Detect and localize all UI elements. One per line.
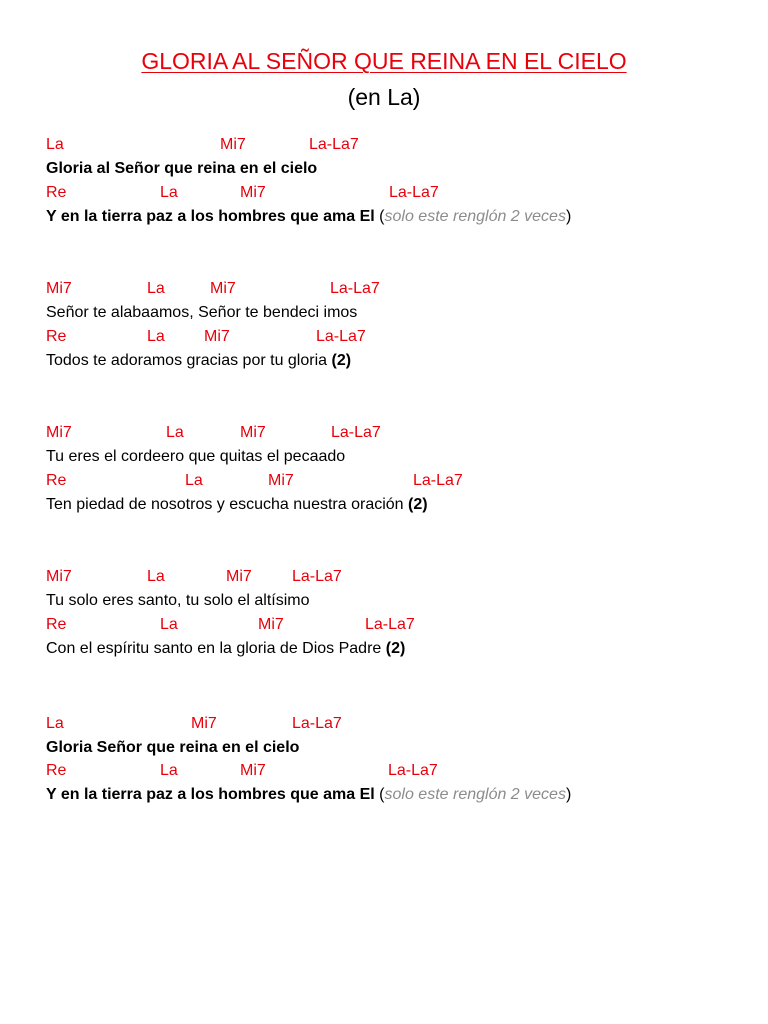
chord: La-La7 xyxy=(331,424,381,441)
lyric-line xyxy=(46,352,351,372)
chord: La xyxy=(147,568,165,585)
repeat-note: solo este renglón 2 veces xyxy=(384,786,566,803)
lyric-line xyxy=(46,739,299,759)
lyric-line xyxy=(46,786,571,806)
lyric-text: Y en la tierra paz a los hombres que ama El xyxy=(46,786,375,803)
lyric-text: Tu solo eres santo, tu solo el altísimo xyxy=(46,592,310,609)
chord: Mi7 xyxy=(226,568,252,585)
chord: Mi7 xyxy=(258,616,284,633)
chord: Mi7 xyxy=(268,472,294,489)
chord: La-La7 xyxy=(309,136,359,153)
lyric-line xyxy=(46,160,317,180)
lyric-line xyxy=(46,448,345,468)
chord: La xyxy=(147,328,165,345)
lyric-line xyxy=(46,496,428,516)
chord: La-La7 xyxy=(365,616,415,633)
chord: Re xyxy=(46,184,67,201)
chord: Mi7 xyxy=(46,280,72,297)
repeat-note: solo este renglón 2 veces xyxy=(384,208,566,225)
repeat-count: (2) xyxy=(385,640,406,657)
chord: Re xyxy=(46,328,67,345)
chord: La-La7 xyxy=(292,568,342,585)
chord: Re xyxy=(46,762,67,779)
lyric-line xyxy=(46,208,571,228)
chord: Mi7 xyxy=(240,424,266,441)
chord: Mi7 xyxy=(240,184,266,201)
chord: Re xyxy=(46,472,67,489)
chord: Mi7 xyxy=(46,424,72,441)
lyric-text: Señor te alabaamos, Señor te bendeci imos xyxy=(46,304,358,321)
chord: La xyxy=(160,616,178,633)
chord: Mi7 xyxy=(46,568,72,585)
chord: La-La7 xyxy=(388,762,438,779)
note-close-paren: ) xyxy=(565,786,572,803)
chord: La xyxy=(185,472,203,489)
lyric-line xyxy=(46,592,310,612)
chord: Mi7 xyxy=(191,715,217,732)
repeat-count: (2) xyxy=(331,352,352,369)
chord: La-La7 xyxy=(413,472,463,489)
chord: La xyxy=(166,424,184,441)
chord: Re xyxy=(46,616,67,633)
lyric-text: Y en la tierra paz a los hombres que ama El xyxy=(46,208,375,225)
lyric-text: Gloria Señor que reina en el cielo xyxy=(46,739,300,756)
chord: La-La7 xyxy=(389,184,439,201)
note-close-paren: ) xyxy=(565,208,572,225)
lyric-text: Todos te adoramos gracias por tu gloria xyxy=(46,352,328,369)
chord: La xyxy=(160,762,178,779)
chord: Mi7 xyxy=(210,280,236,297)
chord: La-La7 xyxy=(292,715,342,732)
chord: La-La7 xyxy=(316,328,366,345)
chord: La xyxy=(46,136,64,153)
chord: La xyxy=(46,715,64,732)
song-key: (en La) xyxy=(347,84,421,110)
chord: La xyxy=(160,184,178,201)
note-open-paren: ( xyxy=(379,786,385,803)
lyric-text: Gloria al Señor que reina en el cielo xyxy=(46,160,318,177)
lyric-text: Ten piedad de nosotros y escucha nuestra oración xyxy=(46,496,404,513)
note-open-paren: ( xyxy=(379,208,385,225)
chord: La-La7 xyxy=(330,280,380,297)
song-title: GLORIA AL SEÑOR QUE REINA EN EL CIELO xyxy=(141,48,627,74)
chord: La xyxy=(147,280,165,297)
repeat-count: (2) xyxy=(408,496,428,513)
chord: Mi7 xyxy=(204,328,230,345)
lyric-text: Tu eres el cordeero que quitas el pecaado xyxy=(46,448,346,465)
lyric-line xyxy=(46,304,357,324)
chord: Mi7 xyxy=(240,762,266,779)
lyric-line xyxy=(46,640,405,660)
chord: Mi7 xyxy=(220,136,246,153)
lyric-text: Con el espíritu santo en la gloria de Dios Padre xyxy=(46,640,382,657)
